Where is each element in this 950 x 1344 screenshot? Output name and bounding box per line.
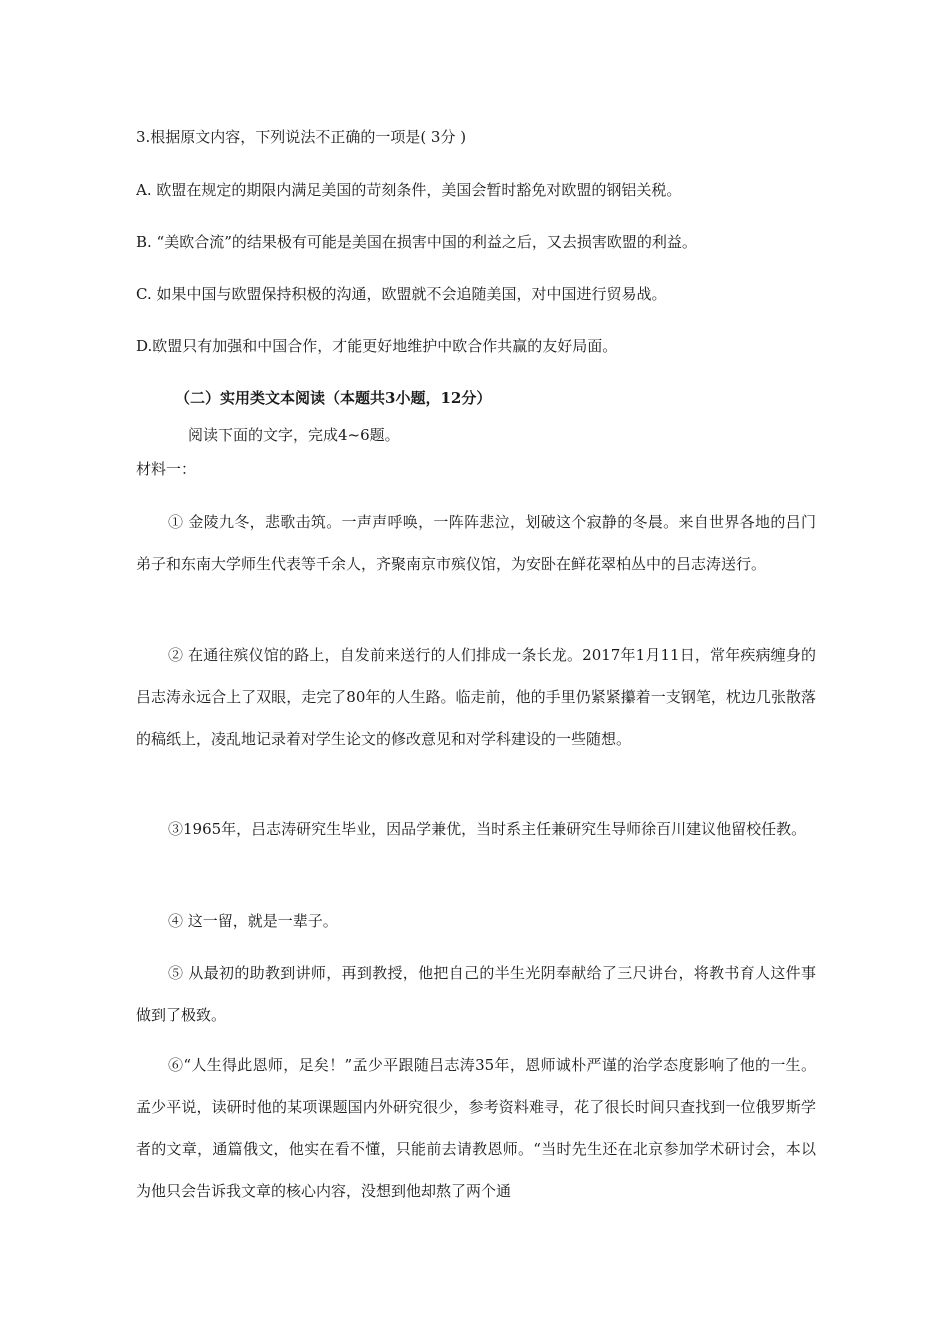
question-3-option-b: B. “美欧合流”的结果极有可能是美国在损害中国的利益之后，又去损害欧盟的利益。: [136, 233, 697, 251]
paragraph-2: ② 在通往殡仪馆的路上，自发前来送行的人们排成一条长龙。2017年1月11日，常年疾病缠身的吕志涛永远合上了双眼，走完了80年的人生路。临走前，他的手里仍紧紧攥着一支钢笔，枕边几张散落的稿纸上，凌乱地记录着对学生论文的修改意见和对学科建设的一些随想。: [136, 646, 816, 748]
paragraph-1: ① 金陵九冬，悲歌击筑。一声声呼唤，一阵阵悲泣，划破这个寂静的冬晨。来自世界各地的吕门弟子和东南大学师生代表等千余人，齐聚南京市殡仪馆，为安卧在鲜花翠柏丛中的吕志涛送行。: [136, 513, 816, 573]
question-3-stem: 3.根据原文内容，下列说法不正确的一项是( 3分 ): [136, 128, 467, 146]
paragraph-4: ④ 这一留，就是一辈子。: [168, 912, 338, 930]
material-label: 材料一：: [136, 460, 197, 478]
question-3-option-d: D.欧盟只有加强和中国合作，才能更好地维护中欧合作共赢的友好局面。: [136, 337, 618, 355]
question-3-option-a: A. 欧盟在规定的期限内满足美国的苛刻条件，美国会暂时豁免对欧盟的钢铝关税。: [136, 181, 682, 199]
question-3-option-c: C. 如果中国与欧盟保持积极的沟通，欧盟就不会追随美国，对中国进行贸易战。: [136, 285, 667, 303]
paragraph-3: ③1965年，吕志涛研究生毕业，因品学兼优，当时系主任兼研究生导师徐百川建议他留校任教。: [168, 820, 807, 838]
paragraph-6: ⑥“人生得此恩师，足矣！”孟少平跟随吕志涛35年，恩师诚朴严谨的治学态度影响了他的一生。孟少平说，读研时他的某项课题国内外研究很少，参考资料难寻，花了很长时间只查找到一位俄罗斯学者的文章，通篇俄文，他实在看不懂，只能前去请教恩师。“当时先生还在北京参加学术研讨会，本以为他只会告诉我文章的核心内容，没想到他却熬了两个通: [136, 1056, 816, 1200]
section-title: （二）实用类文本阅读（本题共3小题，12分）: [175, 389, 492, 407]
section-instruction: 阅读下面的文字，完成4~6题。: [188, 426, 400, 444]
paragraph-5: ⑤ 从最初的助教到讲师，再到教授，他把自己的半生光阴奉献给了三尺讲台，将教书育人这件事做到了极致。: [136, 964, 816, 1024]
